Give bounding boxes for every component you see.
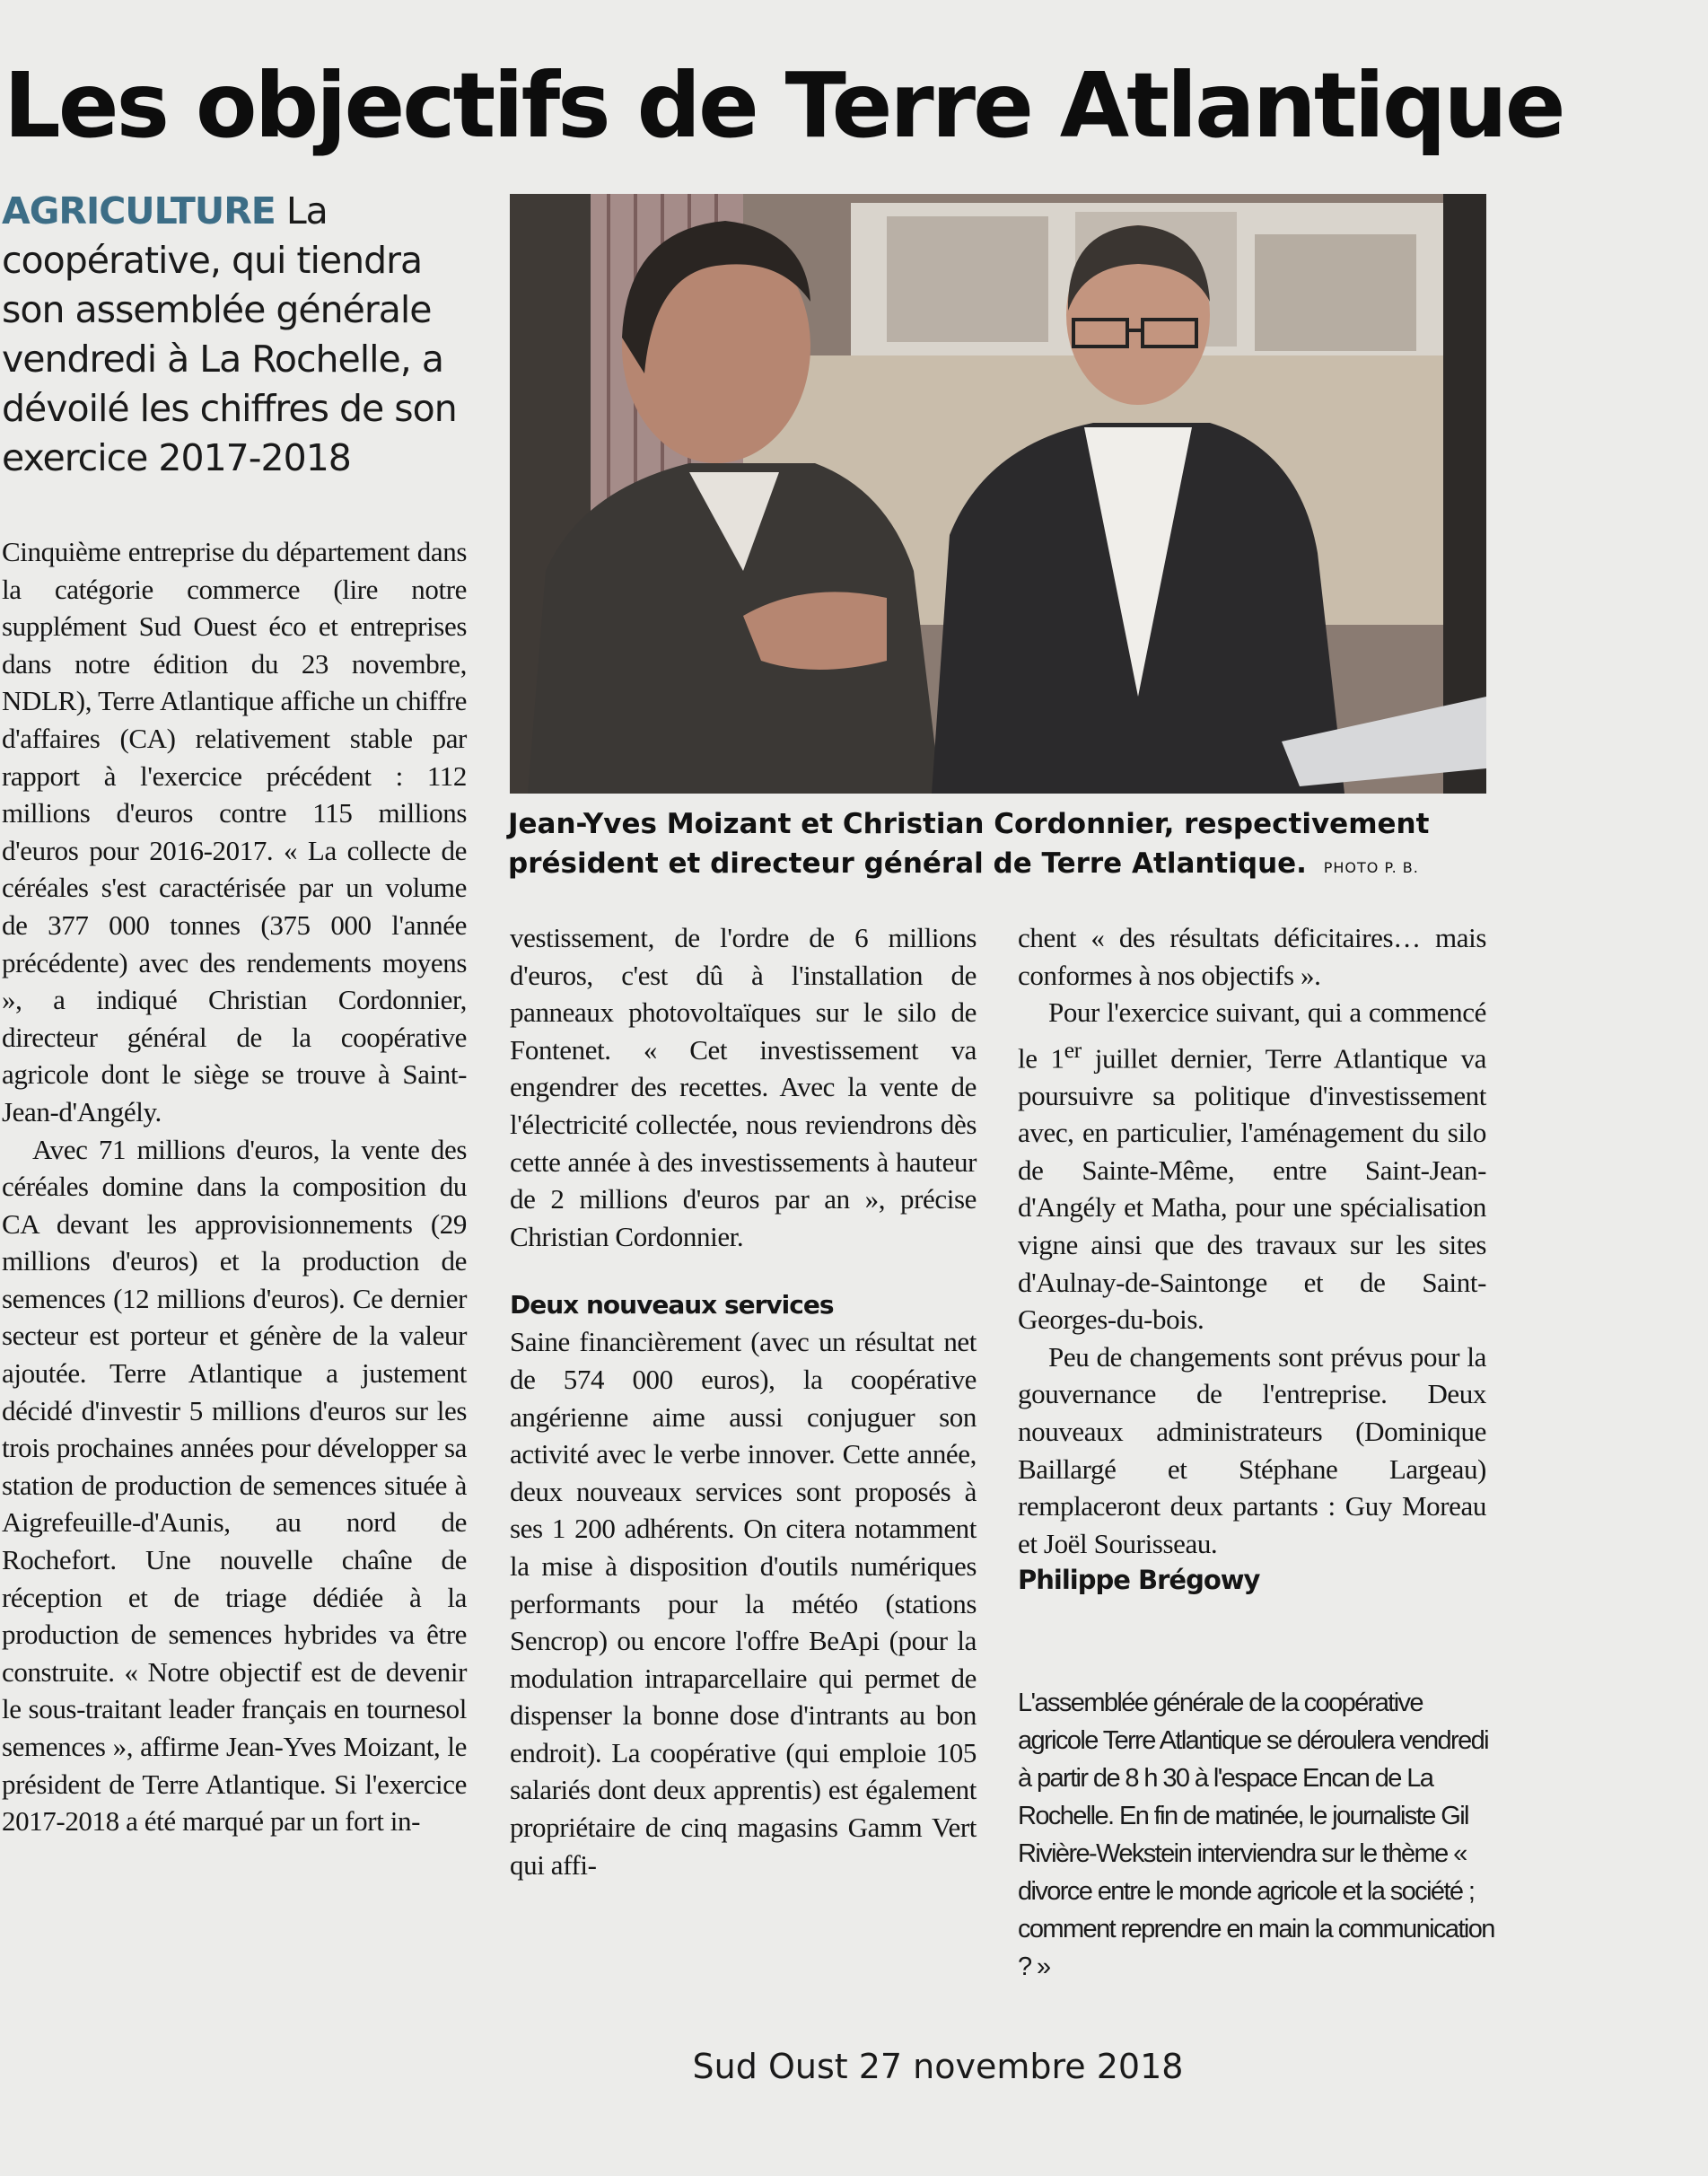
article-lead (2, 187, 469, 483)
column2-paragraph-2: Saine financièrement (avec un résultat net de 574 000 euros), la coopérative angérienne aime aussi conjuguer son activité avec le verbe innover. Cette année, deux nouveaux services sont proposés à ses 1 200 adhérents. On citera notamment la mise à disposition d'outils numériques performants pour la météo (stations Sencrop) ou encore l'offre BeApi (pour la modulation intraparcellaire qui permet de dispenser la bonne dose d'intrants au bon endroit). La coopérative (qui emploie 105 salariés dont deux apprentis) est également propriétaire de cinq magasins Gamm Vert qui affi- (510, 1326, 977, 1881)
column1-paragraph-2: Avec 71 millions d'euros, la vente des céréales domine dans la composition du CA devant les approvisionnements (29 millions d'euros) et la production de semences (12 millions d'euros). Ce dernier secteur est porteur et génère de la valeur ajoutée. Terre Atlantique a justement décidé d'investir 5 millions d'euros sur les trois prochaines années pour développer sa station de production de semences située à Aigrefeuille-d'Aunis, au nord de Rochefort. Une nouvelle chaîne de réception et de triage dédiée à la production de semences hybrides va être construite. « Notre objectif est de devenir le sous-traitant leader français en tournesol semences », affirme Jean-Yves Moizant, le président de Terre Atlantique. Si l'exercice 2017-2018 a été marqué par un fort in- (2, 1133, 467, 1838)
photo-caption (508, 804, 1495, 888)
photo-credit: PHOTO P. B. (1323, 859, 1419, 876)
lead-kicker: AGRICULTURE (2, 189, 276, 233)
article-column-2 (510, 919, 977, 1883)
photo-illustration (510, 194, 1486, 794)
caption-text: Jean-Yves Moizant et Christian Cordonnier, respectivement président et directeur général de Terre Atlantique. (508, 808, 1430, 880)
column3-paragraph-2 (1018, 994, 1486, 1338)
source-annotation: Sud Oust 27 novembre 2018 (692, 2047, 1184, 2086)
column3-paragraph-2-end: juillet dernier, Terre Atlantique va poursuivre sa politique d'investissement avec, en particulier, l'aménagement du silo de Sainte-Même, entre Saint-Jean-d'Angély et Matha, pour une spécialisation vigne ainsi que des travaux sur les sites d'Aulnay-de-Saintonge et de Saint-Georges-du-bois. (1018, 1042, 1487, 1336)
column3-paragraph-3: Peu de changements sont prévus pour la gouvernance de l'entreprise. Deux nouveaux administrateurs (Dominique Baillargé et Stéphane Largeau) remplaceront deux partants : Guy Moreau et Joël Sourisseau. (1018, 1340, 1486, 1559)
event-note-text: L'assemblée générale de la coopérative agricole Terre Atlantique se déroulera vendredi à partir de 8 h 30 à l'espace Encan de La Rochelle. En fin de matinée, le journaliste Gil Rivière-Wekstein interviendra sur le thème « divorce entre le monde agricole et la société ; comment reprendre en main la communication ? » (1018, 1689, 1494, 1981)
column2-paragraph-1: vestissement, de l'ordre de 6 millions d'euros, c'est dû à l'installation de panneaux photovoltaïques sur le silo de Fontenet. « Cet investissement va engendrer des recettes. Avec la vente de l'électricité collectée, nous reviendrons dès cette année à des investissements à hauteur de 2 millions d'euros par an », précise Christian Cordonnier. (510, 922, 977, 1252)
section-subheading: Deux nouveaux services (510, 1290, 834, 1321)
author-byline: Philippe Brégowy (1018, 1565, 1260, 1596)
event-note (1018, 1684, 1502, 1986)
lead-text: La coopérative, qui tiendra son assemblée générale vendredi à La Rochelle, a dévoilé les chiffres de son exercice 2017-2018 (2, 189, 457, 479)
article-column-1 (2, 533, 467, 1840)
ordinal-suffix: er (1064, 1036, 1082, 1063)
article-headline: Les objectifs de Terre Atlantique (4, 53, 1563, 158)
column1-paragraph-1: Cinquième entreprise du département dans la catégorie commerce (lire notre supplément Sud Ouest éco et entreprises dans notre édition du 23 novembre, NDLR), Terre Atlantique affiche un chiffre d'affaires (CA) relativement stable par rapport à l'exercice précédent : 112 millions d'euros contre 115 millions d'euros pour 2016-2017. « La collecte de céréales s'est caractérisée par un volume de 377 000 tonnes (375 000 l'année précédente) avec des rendements moyens », a indiqué Christian Cordonnier, directeur général de la coopérative agricole dont le siège se trouve à Saint-Jean-d'Angély. (2, 536, 467, 1127)
column3-paragraph-1: chent « des résultats déficitaires… mais conformes à nos objectifs ». (1018, 922, 1486, 991)
article-photo (510, 194, 1486, 794)
column3-paragraph-2-start: Pour l'exercice suivant, qui a commencé le 1 (1018, 996, 1486, 1075)
article-column-3 (1018, 919, 1486, 1600)
